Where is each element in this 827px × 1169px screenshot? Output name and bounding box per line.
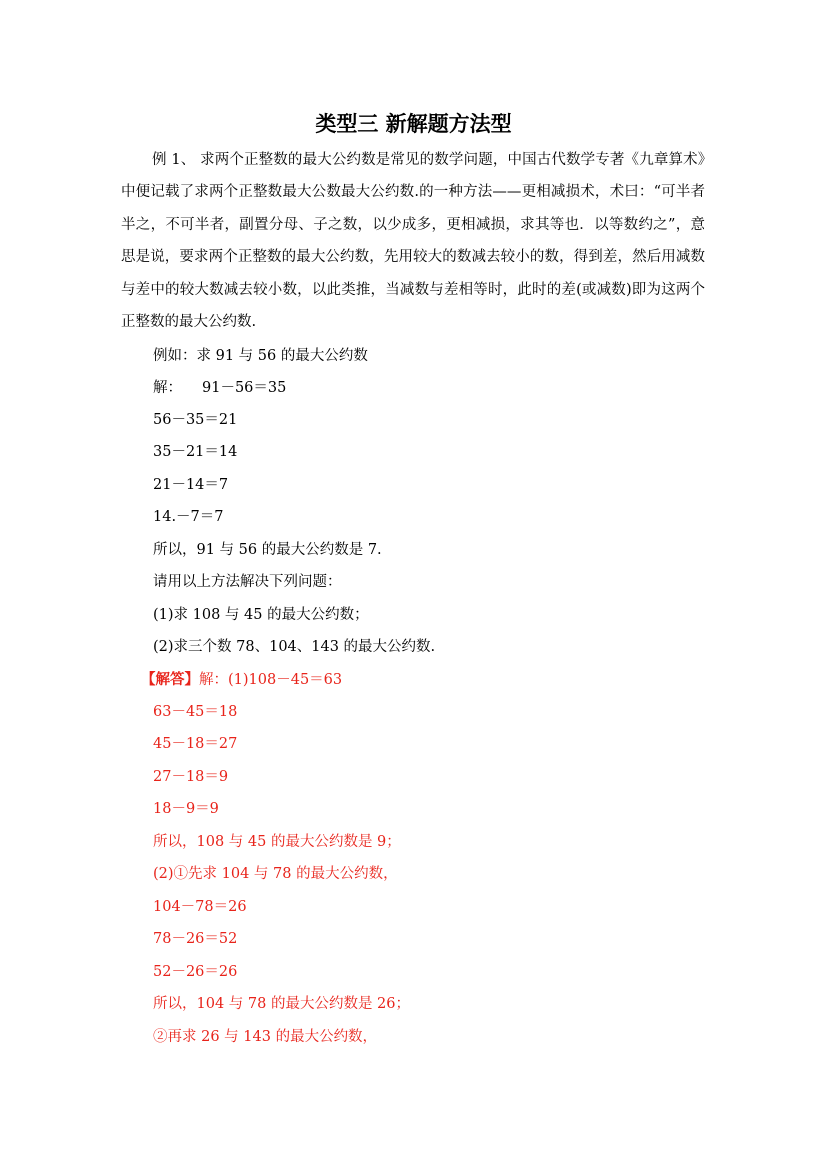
example-step: 35－21＝14 [153, 444, 238, 460]
task-prompt: 请用以上方法解决下列问题： [153, 574, 342, 590]
answer-part2-conclusion: 所以，104 与 78 的最大公约数是 26； [153, 996, 411, 1012]
answer-step: 45－18＝27 [153, 736, 238, 752]
example-conclusion: 所以，91 与 56 的最大公约数是 7. [153, 542, 382, 558]
solve-label: 解： [153, 380, 182, 396]
answer-step: 63－45＝18 [153, 704, 238, 720]
question-2: (2)求三个数 78、104、143 的最大公约数. [153, 639, 436, 655]
answer-step: 18－9＝9 [153, 801, 219, 817]
solve-line [153, 378, 286, 398]
answer-step: 52－26＝26 [153, 964, 238, 980]
solve-first-step: 91－56＝35 [202, 380, 287, 396]
answer-part2-intro: (2)①先求 104 与 78 的最大公约数， [153, 866, 398, 882]
answer-part1-conclusion: 所以，108 与 45 的最大公约数是 9； [153, 834, 401, 850]
answer-step: 104－78＝26 [153, 899, 247, 915]
page-title: 类型三 新解题方法型 [315, 111, 512, 136]
example-step: 14.－7＝7 [153, 509, 224, 525]
example-step: 21－14＝7 [153, 477, 229, 493]
answer-first-line [141, 670, 342, 690]
answer-label: 【解答】 [141, 671, 199, 688]
answer-step: 78－26＝52 [153, 931, 238, 947]
example-step: 56－35＝21 [153, 412, 238, 428]
problem-statement: 例 1、 求两个正整数的最大公约数是常见的数学问题，中国古代数学专著《九章算术》中便记载了求两个正整数最大公数最大公约数.的一种方法——更相减损术，术曰：“可半者半之，不可半者，副置分母、子之数，以少成多，更相减损，求其等也．以等数约之”，意思是说，要求两个正整数的最大公约数，先用较大的数减去较小的数，得到差，然后用减数与差中的较大数减去较小数，以此类推，当减数与差相等时，此时的差(或减数)即为这两个正整数的最大公约数. [121, 152, 705, 331]
answer-first-step: 解：(1)108－45＝63 [199, 672, 343, 688]
answer-part2-next: ②再求 26 与 143 的最大公约数， [153, 1029, 378, 1045]
question-1: (1)求 108 与 45 的最大公约数； [153, 607, 369, 623]
answer-step: 27－18＝9 [153, 769, 229, 785]
example-intro: 例如：求 91 与 56 的最大公约数 [153, 348, 368, 364]
